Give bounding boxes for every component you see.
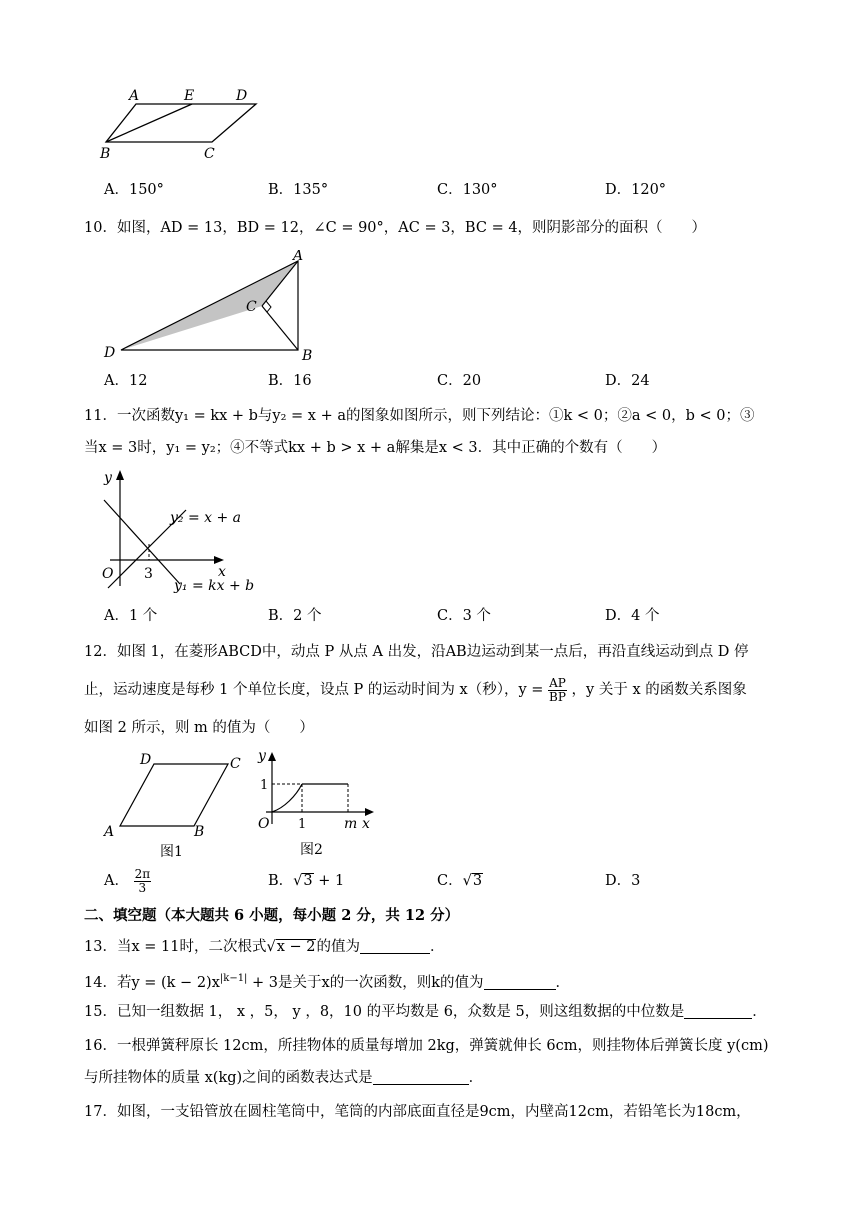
q14-answer-blank[interactable] [484, 973, 556, 990]
q12-fig1-label-A: A [104, 824, 115, 840]
q13-radicand: x − 2 [276, 939, 316, 955]
q12-text-line1: 12．如图 1，在菱形ABCD中，动点 P 从点 A 出发，沿AB边运动到某一点后，再沿直线运动到点 D 停 [84, 644, 749, 660]
q11-label-y2: y₂ = x + a [170, 510, 242, 526]
q12-option-b [268, 871, 344, 891]
q13-radical: √ [266, 939, 276, 955]
q9-option-d: D．120° [605, 182, 667, 198]
q15-answer-blank[interactable] [684, 1002, 752, 1019]
q9-label-C: C [204, 146, 215, 162]
q13-pre: 13．当x = 11时，二次根式 [84, 939, 267, 955]
q14-exponent: |k−1| [219, 973, 248, 984]
q10-text: 10．如图，AD = 13，BD = 12，∠C = 90°，AC = 3，BC = 4，则阴影部分的面积（ ） [84, 220, 707, 236]
q9-label-A: A [129, 88, 140, 104]
q12-line2-post: ，y 关于 x 的函数关系图象 [571, 682, 747, 698]
q9-label-D: D [236, 88, 248, 104]
q12-fig1-caption: 图1 [160, 844, 183, 858]
q12-option-b-post: + 1 [313, 873, 345, 889]
q11-option-a: A．1 个 [104, 608, 158, 624]
q10-option-d: D．24 [605, 373, 650, 389]
q12-fig2-label-1y: 1 [260, 778, 269, 793]
q12-fig1-label-D: D [140, 752, 152, 768]
q10-figure [96, 250, 326, 365]
q12-fig2-label-y: y [258, 748, 266, 764]
q12-fig2-label-x: x [362, 816, 370, 832]
q16-text-line1: 16．一根弹簧秤原长 12cm，所挂物体的质量每增加 2kg，弹簧就伸长 6cm，则挂物体后弹簧长度 y(cm) [84, 1038, 769, 1054]
q12-figure-1 [96, 748, 246, 858]
q12-option-c-radicand: 3 [472, 873, 483, 889]
q15-text [84, 1002, 767, 1022]
q16-body: 与所挂物体的质量 x(kg)之间的函数表达式是 [84, 1070, 373, 1086]
q12-fig2-caption: 图2 [300, 842, 323, 858]
q12-figure-2 [250, 746, 380, 858]
q11-label-3: 3 [144, 566, 153, 582]
q10-option-b: B．16 [268, 373, 312, 389]
q11-option-d: D．4 个 [605, 608, 660, 624]
q16-end: ． [468, 1070, 484, 1086]
q9-label-E: E [184, 88, 195, 104]
q14-end: ． [555, 974, 570, 991]
q9-option-b: B．135° [268, 182, 329, 198]
q12-option-a-den: 3 [138, 880, 147, 895]
q11-option-c: C．3 个 [437, 608, 491, 624]
q12-fraction [548, 677, 567, 704]
q11-text-line2: 当x = 3时，y₁ = y₂；④不等式kx + b > x + a解集是x < 3．其中正确的个数有（ ） [84, 440, 667, 456]
q10-option-c: C．20 [437, 373, 482, 389]
q12-frac-den: BP [549, 689, 566, 704]
q12-fig1-label-C: C [230, 756, 241, 772]
q12-option-b-label: B． [268, 873, 294, 889]
q11-label-y1: y₁ = kx + b [174, 578, 255, 594]
q11-option-b: B．2 个 [268, 608, 322, 624]
q12-option-c [437, 871, 483, 891]
q13-post: 的值为 [316, 939, 360, 955]
q10-label-C: C [246, 299, 257, 315]
section-2-heading: 二、填空题（本大题共 6 小题，每小题 2 分，共 12 分） [84, 907, 460, 924]
q12-option-a-label: A． [104, 873, 129, 889]
q11-label-y: y [104, 470, 112, 486]
q12-fig1-label-B: B [194, 824, 205, 840]
q12-option-c-radical: √ [462, 873, 472, 889]
q12-frac-num: AP [549, 675, 566, 690]
q11-label-x: x [218, 564, 226, 580]
q12-fig2-label-m: m [344, 816, 358, 832]
q9-option-a: A．150° [104, 182, 164, 198]
q12-fig2-label-1x: 1 [298, 817, 307, 832]
q15-body: 15．已知一组数据 1， x ，5， y ，8，10 的平均数是 6，众数是 5，则这组数据的中位数是 [84, 1004, 685, 1020]
q9-option-c: C．130° [437, 182, 498, 198]
q12-text-line2 [84, 676, 747, 704]
q12-text-line3: 如图 2 所示，则 m 的值为（ ） [84, 720, 314, 736]
q13-answer-blank[interactable] [360, 937, 430, 954]
q17-text: 17．如图，一支铅管放在圆柱笔筒中，笔筒的内部底面直径是9cm，内壁高12cm，若铅笔长为18cm， [84, 1104, 751, 1120]
q12-option-a-fraction [134, 868, 152, 895]
q12-option-b-radical: √ [293, 873, 303, 889]
q14-post: + 3是关于x的一次函数，则k的值为 [247, 974, 484, 991]
q14-pre: 14．若y = (k − 2)x [84, 974, 220, 991]
q9-label-B: B [100, 146, 111, 162]
q11-figure [96, 466, 276, 598]
q10-label-D: D [104, 345, 116, 361]
q11-label-origin: O [102, 566, 114, 582]
q12-line2-pre: 止，运动速度是每秒 1 个单位长度，设点 P 的运动时间为 x（秒），y = [84, 682, 544, 698]
q16-answer-blank[interactable] [373, 1068, 469, 1085]
q15-end: ． [752, 1004, 767, 1020]
q9-figure [96, 84, 266, 164]
q12-option-d: D．3 [605, 873, 641, 889]
q12-fig2-label-origin: O [258, 816, 270, 832]
q11-text-line1: 11．一次函数y₁ = kx + b与y₂ = x + a的图象如图所示，则下列结论：①k < 0；②a < 0，b < 0；③ [84, 408, 755, 424]
q10-label-A: A [293, 250, 304, 264]
q16-text-line2 [84, 1068, 483, 1088]
q13-text [84, 937, 444, 957]
q10-option-a: A．12 [104, 373, 148, 389]
q13-end: ． [429, 939, 445, 955]
q12-option-a-num: 2π [134, 866, 151, 881]
q14-text [84, 969, 570, 993]
q12-option-a [104, 866, 151, 896]
q12-option-b-radicand: 3 [303, 873, 313, 889]
q12-option-c-label: C． [437, 873, 463, 889]
q10-label-B: B [302, 348, 313, 364]
